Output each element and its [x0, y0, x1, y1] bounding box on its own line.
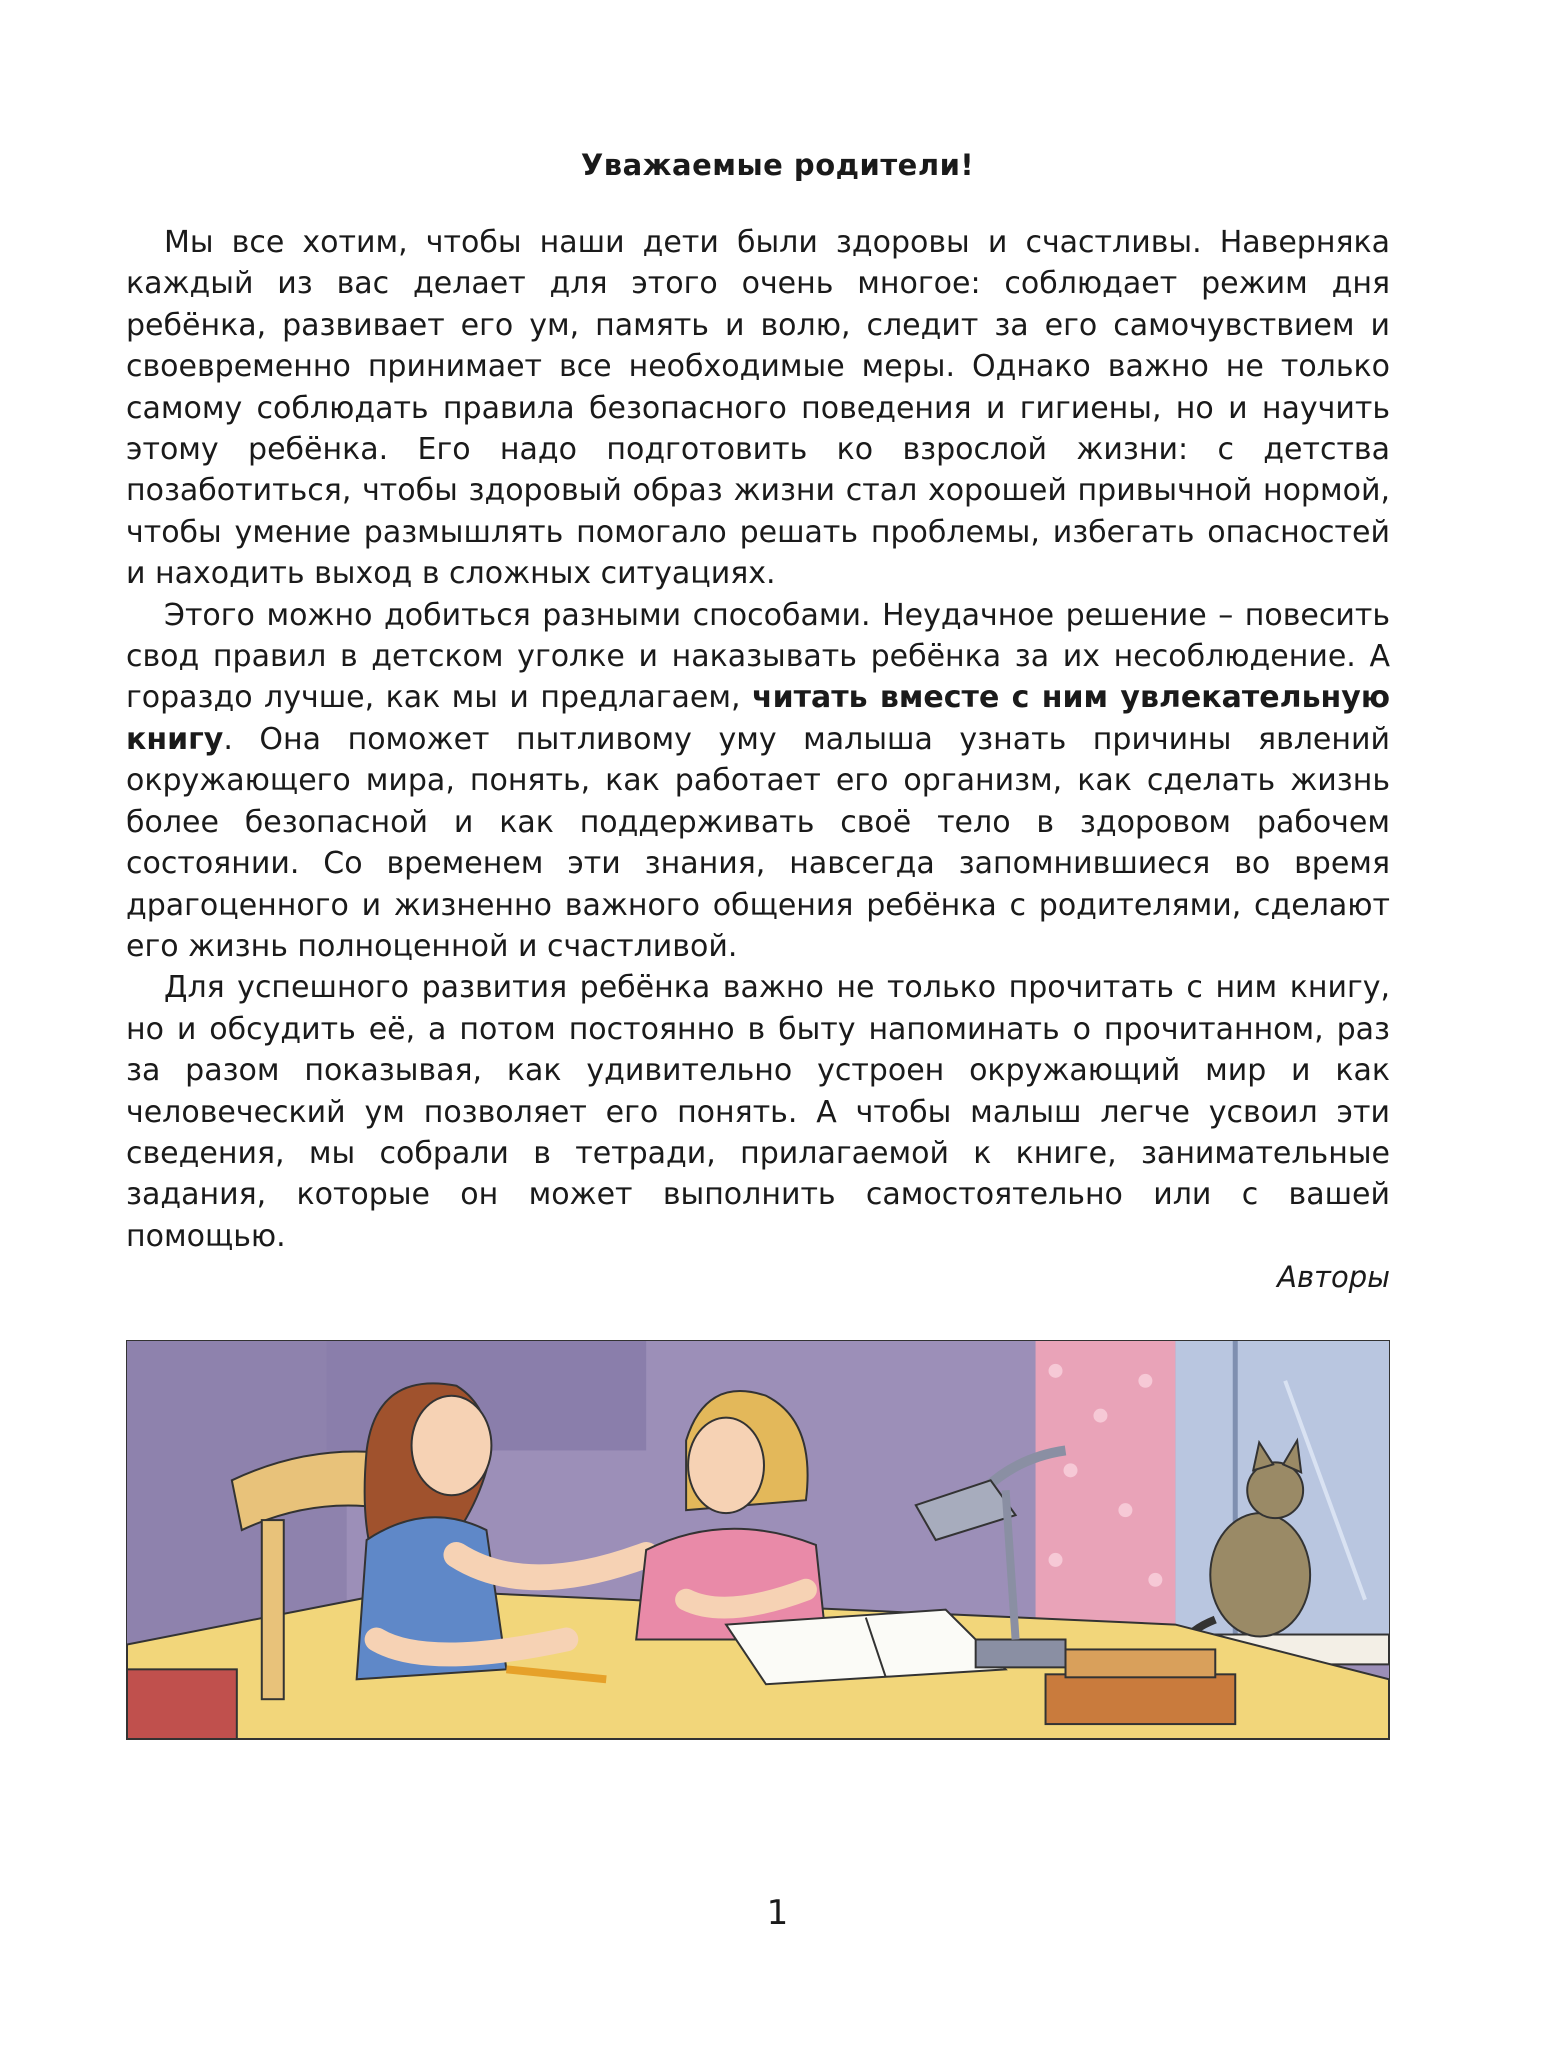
books-left: [127, 1669, 237, 1739]
paragraph-2: [126, 595, 1390, 968]
page-title: Уважаемые родители!: [580, 148, 975, 182]
illustration-mother-daughter-reading: [126, 1340, 1390, 1740]
illustration-svg: [127, 1341, 1389, 1739]
paragraph-3: Для успешного развития ребёнка важно не только прочитать с ним книгу, но и обсудить её, а потом постоянно в быту напоминать о прочитанном, раз за разом показывая, как удивительно устроен окружающий мир и как человеческий ум позволяет его понять. А чтобы малыш легче усвоил эти сведения, мы собрали в тетради, прилагаемой к книге, занимательные задания, которые он может выполнить самостоятельно или с вашей помощью.: [126, 970, 1390, 1254]
signature: Авторы: [1277, 1260, 1390, 1294]
page-number: 1: [766, 1893, 789, 1933]
paragraph-2-end: . Она поможет пытливому уму малыша узнать причины явлений окружающего мира, понять, как работает его организм, как сделать жизнь более безопасной и как поддерживать своё тело в здоровом рабочем состоянии. Со временем эти знания, навсегда запомнившиеся во время драгоценного и жизненно важного общения ребёнка с родителями, сделают его жизнь полноценной и счастливой.: [126, 721, 1390, 964]
paragraph-1: Мы все хотим, чтобы наши дети были здоровы и счастливы. Наверняка каждый из вас делает для этого очень многое: соблюдает режим дня ребёнка, развивает его ум, память и волю, следит за его самочувствием и своевременно принимает все необходимые меры. Однако важно не только самому соблюдать правила безопасного поведения и гигиены, но и научить этому ребёнка. Его надо подготовить ко взрослой жизни: с детства позаботиться, чтобы здоровый образ жизни стал хорошей привычной нормой, чтобы умение размышлять помогало решать проблемы, избегать опасностей и находить выход в сложных ситуациях.: [126, 225, 1390, 592]
books-right: [1046, 1674, 1236, 1724]
paragraph-2-bold: читать вместе с ним увлекательную книгу: [126, 680, 1390, 757]
paragraph-2-start: Этого можно добиться разными способами. Неудачное решение – повесить свод правил в детском уголке и наказывать ребёнка за их несоблюдение. А гораздо лучше, как мы и предлагаем,: [126, 597, 1390, 716]
body-text: [126, 222, 1390, 1257]
